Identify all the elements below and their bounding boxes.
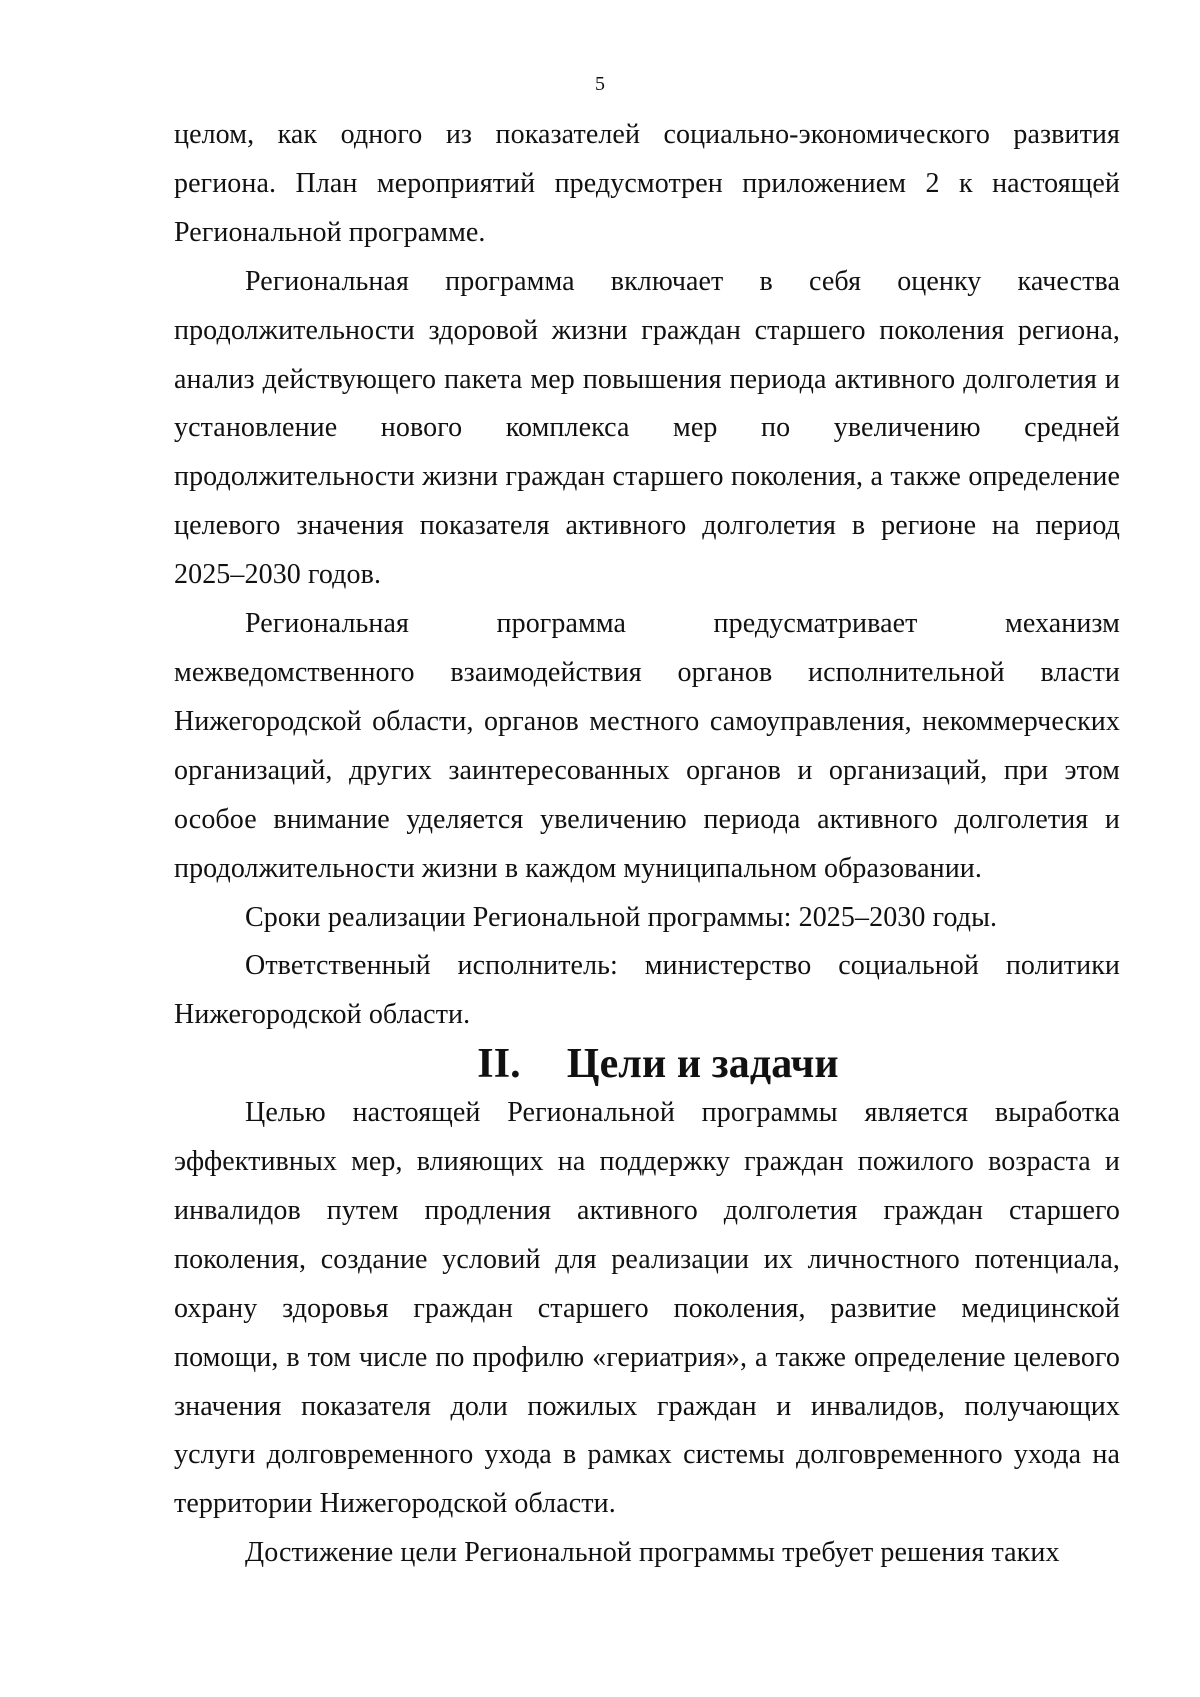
paragraph-implementation-period: Сроки реализации Региональной программы: 2025–2030 годы. [245,901,998,933]
section-heading [174,1040,1120,1089]
section-number: II. [477,1041,521,1088]
paragraph-continuation: целом, как одного из показателей социально-экономического развития региона. План мероприятий предусмотрен приложением 2 к настоящей Региональной программе. [174,119,1120,248]
paragraph-responsible-executor: Ответственный исполнитель: министерство социальной политики Нижегородской области. [174,950,1120,1031]
paragraph-interagency-mechanism: Региональная программа предусматривает механизм межведомственного взаимодействия органов исполнительной власти Нижегородской области, органов местного самоуправления, некоммерческих организаций, других заинтересованных органов и организаций, при этом особое внимание уделяется увеличению периода активного долголетия и продолжительности жизни в каждом муниципальном образовании. [174,608,1120,884]
paragraph-goal-achievement: Достижение цели Региональной программы требует решения таких [245,1537,1060,1569]
section-title: Цели и задачи [566,1041,839,1088]
page-number: 5 [595,73,605,95]
paragraph-program-scope: Региональная программа включает в себя оценку качества продолжительности здоровой жизни граждан старшего поколения региона, анализ действующего пакета мер повышения периода активного долголетия и установление нового комплекса мер по увеличению средней продолжительности жизни граждан старшего поколения, а также определение целевого значения показателя активного долголетия в регионе на период 2025–2030 годов. [174,265,1120,591]
paragraph-program-goal: Целью настоящей Региональной программы является выработка эффективных мер, влияющих на поддержку граждан пожилого возраста и инвалидов путем продления активного долголетия граждан старшего поколения, создание условий для реализации их личностного потенциала, охрану здоровья граждан старшего поколения, развитие медицинской помощи, в том числе по профилю «гериатрия», а также определение целевого значения показателя доли пожилых граждан и инвалидов, получающих услуги долговременного ухода в рамках системы долговременного ухода на территории Нижегородской области. [174,1097,1120,1520]
document-body [174,111,1120,1578]
